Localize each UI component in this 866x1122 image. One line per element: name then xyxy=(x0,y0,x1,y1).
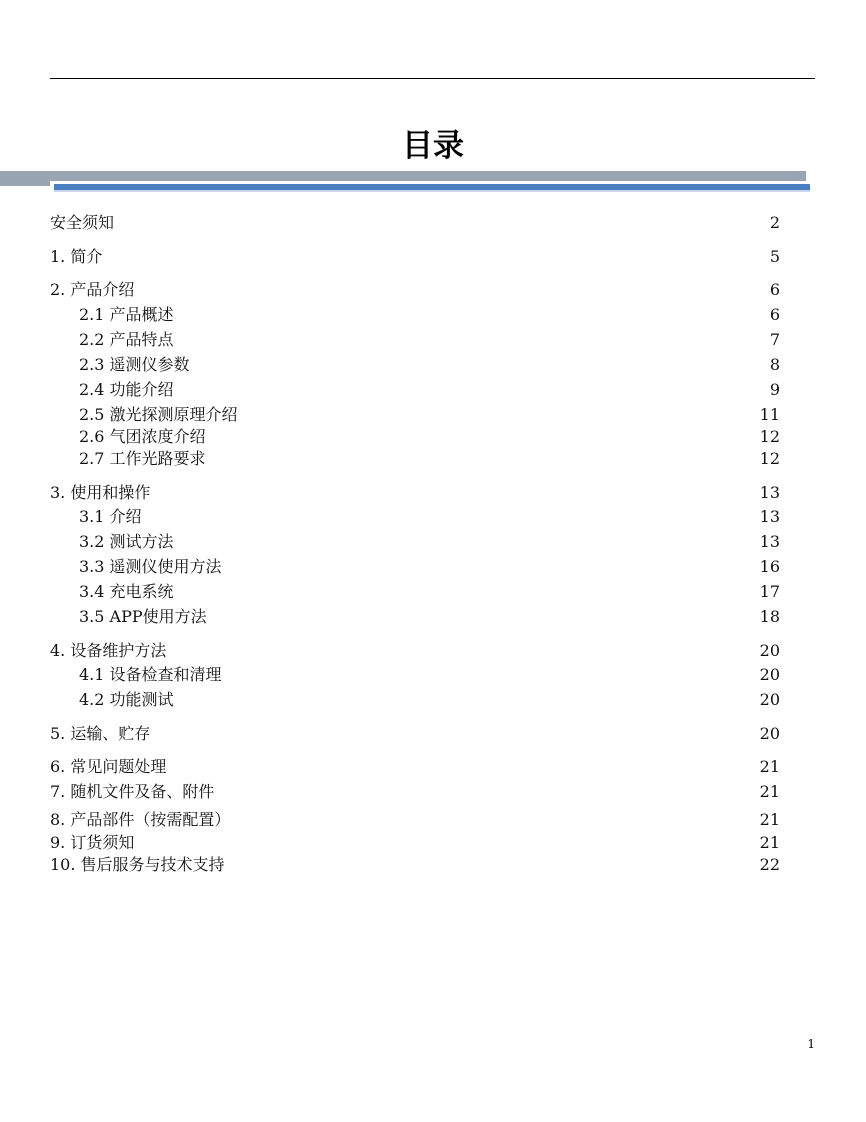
toc-entry[interactable] xyxy=(0,809,866,831)
toc-entry[interactable] xyxy=(0,329,866,351)
page-number: 1 xyxy=(807,1037,815,1051)
toc-entry-label: 2.7 工作光路要求 xyxy=(79,449,206,468)
toc-entry-page: 13 xyxy=(759,507,780,526)
toc-entry-page: 20 xyxy=(759,641,780,660)
toc-entry-label: 2.3 遥测仪参数 xyxy=(79,355,190,374)
toc-entry-label: 7. 随机文件及备、附件 xyxy=(50,782,215,801)
toc-entry[interactable] xyxy=(0,379,866,401)
page-title: 目录 xyxy=(402,128,464,164)
toc-entry-label: 4.2 功能测试 xyxy=(79,690,174,709)
toc-entry-label: 6. 常见问题处理 xyxy=(50,757,167,776)
toc-entry[interactable] xyxy=(0,506,866,528)
header-rule xyxy=(50,78,815,79)
toc-entry-page: 20 xyxy=(759,690,780,709)
toc-entry[interactable] xyxy=(0,246,866,268)
toc-entry[interactable] xyxy=(0,354,866,376)
toc-entry[interactable] xyxy=(0,581,866,603)
toc-entry[interactable] xyxy=(0,664,866,686)
toc-entry-page: 7 xyxy=(769,330,780,349)
toc-entry-page: 11 xyxy=(759,405,780,424)
toc-entry-label: 3.3 遥测仪使用方法 xyxy=(79,557,222,576)
toc-entry-page: 16 xyxy=(759,557,780,576)
toc-entry-page: 18 xyxy=(759,607,780,626)
toc-entry[interactable] xyxy=(0,426,866,448)
title-band-shadow xyxy=(54,190,810,192)
toc-entry-label: 2.2 产品特点 xyxy=(79,330,174,349)
toc-entry-page: 22 xyxy=(759,855,780,874)
toc-entry-page: 9 xyxy=(769,380,780,399)
toc-entry-label: 10. 售后服务与技术支持 xyxy=(50,855,225,874)
toc-entry[interactable] xyxy=(0,689,866,711)
toc-entry-page: 20 xyxy=(759,665,780,684)
toc-entry[interactable] xyxy=(0,606,866,628)
toc-entry[interactable] xyxy=(0,212,866,234)
toc-entry[interactable] xyxy=(0,832,866,854)
toc-entry-page: 21 xyxy=(759,810,780,829)
toc-entry[interactable] xyxy=(0,448,866,470)
toc-entry-label: 3.5 APP使用方法 xyxy=(79,607,207,626)
toc-entry[interactable] xyxy=(0,279,866,301)
toc-entry-label: 2. 产品介绍 xyxy=(50,280,135,299)
toc-entry-page: 21 xyxy=(759,757,780,776)
toc-entry[interactable] xyxy=(0,531,866,553)
toc-entry[interactable] xyxy=(0,781,866,803)
toc-entry[interactable] xyxy=(0,723,866,745)
toc-entry-label: 3.4 充电系统 xyxy=(79,582,174,601)
toc-entry-page: 6 xyxy=(769,280,780,299)
toc-entry[interactable] xyxy=(0,756,866,778)
toc-entry-page: 6 xyxy=(769,305,780,324)
toc-entry-page: 13 xyxy=(759,532,780,551)
toc-entry-page: 17 xyxy=(759,582,780,601)
toc-entry-page: 2 xyxy=(769,213,780,232)
toc-entry-page: 12 xyxy=(759,427,780,446)
toc-entry-page: 5 xyxy=(769,247,780,266)
toc-entry-label: 2.5 激光探测原理介绍 xyxy=(79,405,238,424)
toc-entry-label: 2.4 功能介绍 xyxy=(79,380,174,399)
toc-entry-label: 2.1 产品概述 xyxy=(79,305,174,324)
toc-entry-page: 12 xyxy=(759,449,780,468)
toc-entry-page: 20 xyxy=(759,724,780,743)
toc-entry-label: 5. 运输、贮存 xyxy=(50,724,151,743)
toc-entry-page: 21 xyxy=(759,833,780,852)
toc-entry-label: 3. 使用和操作 xyxy=(50,483,151,502)
toc-entry[interactable] xyxy=(0,482,866,504)
toc-entry[interactable] xyxy=(0,640,866,662)
toc-entry[interactable] xyxy=(0,854,866,876)
toc-entry-label: 1. 简介 xyxy=(50,247,103,266)
toc-entry-label: 安全须知 xyxy=(50,213,115,232)
toc-entry-label: 3.2 测试方法 xyxy=(79,532,174,551)
toc-entry[interactable] xyxy=(0,556,866,578)
toc-entry-page: 8 xyxy=(769,355,780,374)
toc-entry-label: 9. 订货须知 xyxy=(50,833,135,852)
toc-entry-page: 13 xyxy=(759,483,780,502)
toc-entry-label: 2.6 气团浓度介绍 xyxy=(79,427,206,446)
toc-entry-page: 21 xyxy=(759,782,780,801)
toc-entry-label: 4.1 设备检查和清理 xyxy=(79,665,222,684)
toc-entry-label: 3.1 介绍 xyxy=(79,507,142,526)
toc-entry-label: 4. 设备维护方法 xyxy=(50,641,167,660)
toc-entry-label: 8. 产品部件（按需配置） xyxy=(50,810,231,829)
toc-entry[interactable] xyxy=(0,304,866,326)
toc-entry[interactable] xyxy=(0,404,866,426)
